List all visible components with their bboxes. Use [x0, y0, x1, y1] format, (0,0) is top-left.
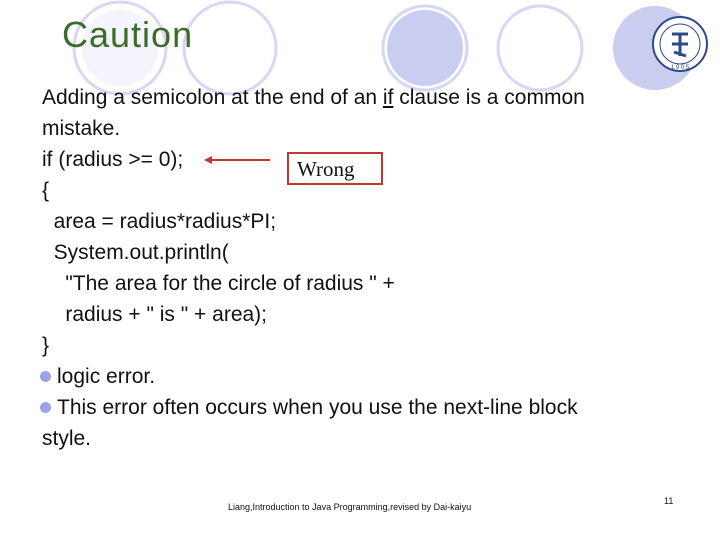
text-line-1	[42, 82, 702, 113]
bullet-icon	[40, 371, 51, 382]
line-1-suffix: clause is a common	[393, 86, 585, 109]
code-line-string: "The area for the circle of radius " +	[42, 272, 395, 295]
bullet-next-line	[42, 392, 702, 423]
code-line-open-brace: {	[42, 179, 50, 202]
bullet-text-2: This error often occurs when you use the next-line block	[57, 396, 578, 419]
university-seal-logo	[650, 14, 710, 74]
text-line-2: mistake.	[42, 117, 121, 140]
bullet-text-1: logic error.	[57, 365, 156, 388]
code-line-close-brace: }	[42, 334, 50, 357]
bullet-logic-error	[42, 361, 702, 392]
page-number: 11	[664, 496, 674, 506]
slide-title: Caution	[62, 14, 194, 55]
code-line-area: area = radius*radius*PI;	[42, 210, 277, 233]
wrong-callout: Wrong	[287, 152, 383, 185]
bullet-icon	[40, 402, 51, 413]
code-line-radius: radius + " is " + area);	[42, 303, 268, 326]
line-1-prefix: Adding a semicolon at the end of an	[42, 86, 383, 109]
arrow-icon	[204, 155, 274, 165]
slide-body	[42, 82, 702, 454]
code-line-println: System.out.println(	[42, 241, 229, 264]
if-keyword: if	[382, 86, 394, 109]
code-line-if: if (radius >= 0);	[42, 148, 184, 171]
footer-credit: Liang,Introduction to Java Programming,revised by Dai-kaiyu	[228, 502, 472, 512]
svg-text:1 9 0 5: 1 9 0 5	[670, 65, 690, 71]
text-line-style: style.	[42, 427, 92, 450]
